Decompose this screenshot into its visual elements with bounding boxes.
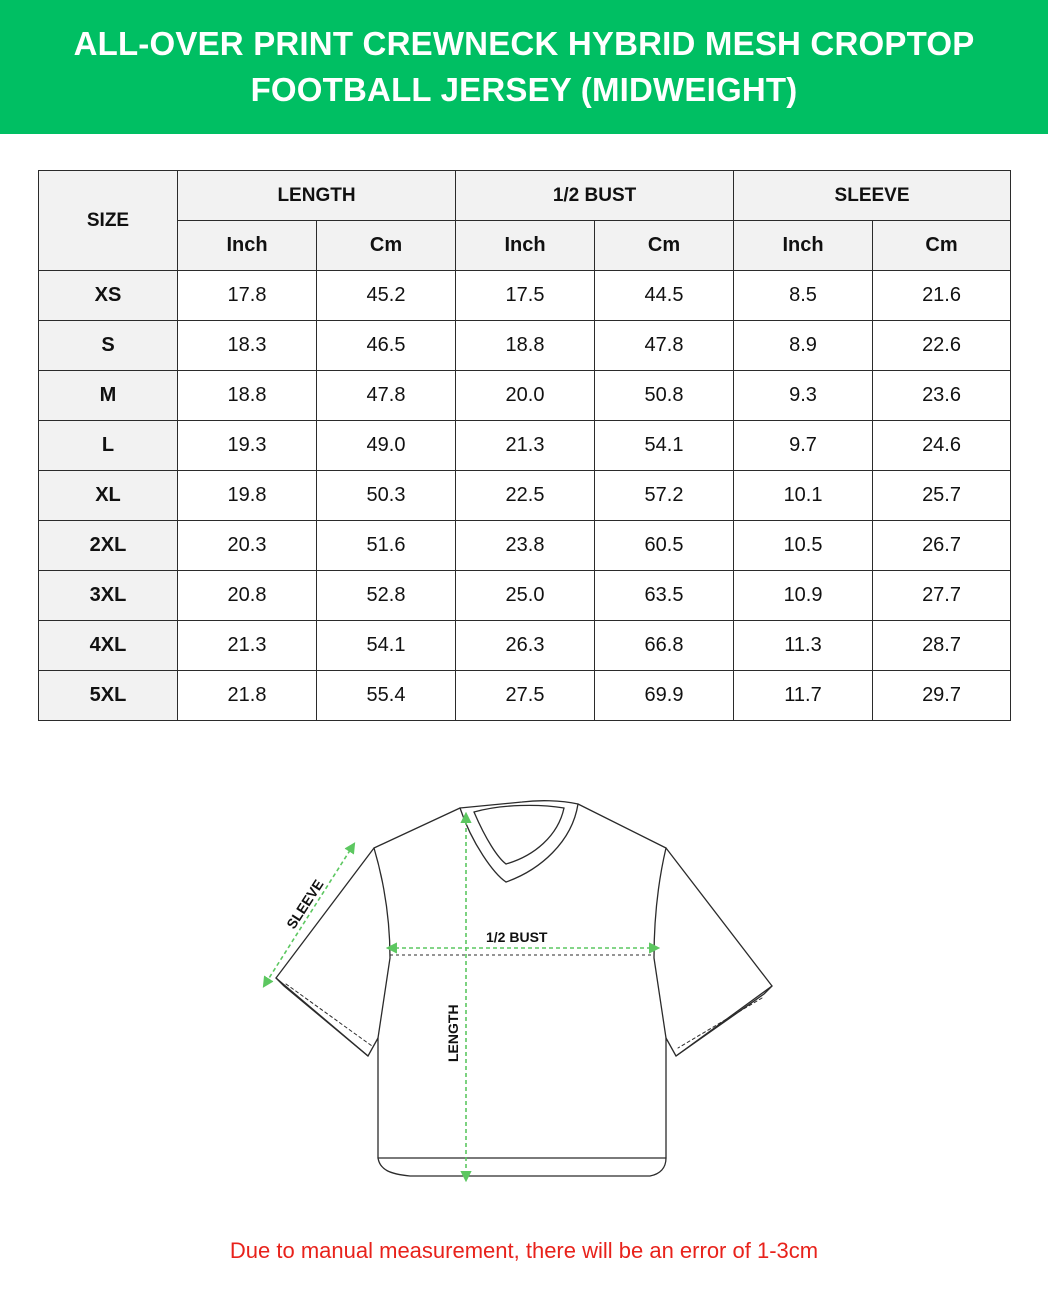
measurement-cell: 24.6 xyxy=(873,421,1011,471)
title-line-2: FOOTBALL JERSEY (MIDWEIGHT) xyxy=(250,71,798,108)
measurement-cell: 28.7 xyxy=(873,621,1011,671)
measurement-cell: 21.6 xyxy=(873,271,1011,321)
unit-header: Cm xyxy=(317,221,456,271)
measurement-cell: 54.1 xyxy=(317,621,456,671)
measurement-cell: 29.7 xyxy=(873,671,1011,721)
measurement-cell: 21.3 xyxy=(178,621,317,671)
size-cell: L xyxy=(39,421,178,471)
measurement-cell: 63.5 xyxy=(595,571,734,621)
measurement-cell: 23.6 xyxy=(873,371,1011,421)
measurement-cell: 23.8 xyxy=(456,521,595,571)
measurement-cell: 25.0 xyxy=(456,571,595,621)
table-row xyxy=(39,521,1011,571)
unit-header: Inch xyxy=(178,221,317,271)
size-cell: S xyxy=(39,321,178,371)
measurement-cell: 60.5 xyxy=(595,521,734,571)
measurement-cell: 66.8 xyxy=(595,621,734,671)
table-body xyxy=(39,271,1011,721)
measurement-cell: 27.5 xyxy=(456,671,595,721)
measurement-cell: 20.3 xyxy=(178,521,317,571)
measurement-cell: 49.0 xyxy=(317,421,456,471)
measurement-cell: 9.3 xyxy=(734,371,873,421)
table-row xyxy=(39,321,1011,371)
group-header-length: LENGTH xyxy=(178,171,456,221)
bust-label: 1/2 BUST xyxy=(486,929,548,945)
table-row xyxy=(39,621,1011,671)
jersey-outline xyxy=(240,790,800,1200)
measurement-cell: 47.8 xyxy=(317,371,456,421)
measurement-cell: 69.9 xyxy=(595,671,734,721)
table-row xyxy=(39,371,1011,421)
size-cell: XL xyxy=(39,471,178,521)
size-cell: 5XL xyxy=(39,671,178,721)
size-cell: 2XL xyxy=(39,521,178,571)
measurement-cell: 21.8 xyxy=(178,671,317,721)
measurement-cell: 50.3 xyxy=(317,471,456,521)
table-row xyxy=(39,571,1011,621)
size-cell: M xyxy=(39,371,178,421)
table-row xyxy=(39,421,1011,471)
measurement-cell: 25.7 xyxy=(873,471,1011,521)
measurement-cell: 10.1 xyxy=(734,471,873,521)
measurement-cell: 55.4 xyxy=(317,671,456,721)
group-header-bust: 1/2 BUST xyxy=(456,171,734,221)
measurement-cell: 18.3 xyxy=(178,321,317,371)
measurement-cell: 10.9 xyxy=(734,571,873,621)
measurement-cell: 21.3 xyxy=(456,421,595,471)
group-header-sleeve: SLEEVE xyxy=(734,171,1011,221)
measurement-cell: 47.8 xyxy=(595,321,734,371)
measurement-cell: 50.8 xyxy=(595,371,734,421)
measurement-cell: 20.0 xyxy=(456,371,595,421)
unit-header: Cm xyxy=(595,221,734,271)
unit-header: Cm xyxy=(873,221,1011,271)
unit-header: Inch xyxy=(734,221,873,271)
jersey-diagram xyxy=(240,790,800,1200)
measurement-cell: 52.8 xyxy=(317,571,456,621)
measurement-cell: 18.8 xyxy=(178,371,317,421)
measurement-cell: 27.7 xyxy=(873,571,1011,621)
measurement-cell: 26.7 xyxy=(873,521,1011,571)
length-label: LENGTH xyxy=(445,1004,461,1062)
unit-header: Inch xyxy=(456,221,595,271)
measurement-cell: 51.6 xyxy=(317,521,456,571)
title-banner xyxy=(0,0,1048,134)
measurement-footnote: Due to manual measurement, there will be an error of 1-3cm xyxy=(229,1238,819,1263)
measurement-cell: 9.7 xyxy=(734,421,873,471)
measurement-cell: 11.3 xyxy=(734,621,873,671)
measurement-cell: 19.3 xyxy=(178,421,317,471)
size-cell: XS xyxy=(39,271,178,321)
measurement-cell: 54.1 xyxy=(595,421,734,471)
measurement-cell: 10.5 xyxy=(734,521,873,571)
measurement-cell: 17.5 xyxy=(456,271,595,321)
measurement-cell: 20.8 xyxy=(178,571,317,621)
sleeve-label: SLEEVE xyxy=(283,876,327,932)
measurement-cell: 26.3 xyxy=(456,621,595,671)
measurement-cell: 57.2 xyxy=(595,471,734,521)
table-row xyxy=(39,671,1011,721)
measurement-cell: 8.9 xyxy=(734,321,873,371)
measurement-cell: 17.8 xyxy=(178,271,317,321)
size-cell: 3XL xyxy=(39,571,178,621)
measurement-cell: 11.7 xyxy=(734,671,873,721)
table-row xyxy=(39,471,1011,521)
measurement-cell: 19.8 xyxy=(178,471,317,521)
measurement-cell: 22.5 xyxy=(456,471,595,521)
title-line-1: ALL-OVER PRINT CREWNECK HYBRID MESH CROPTOP xyxy=(73,25,975,62)
size-header: SIZE xyxy=(39,171,178,271)
measurement-cell: 44.5 xyxy=(595,271,734,321)
measurement-cell: 22.6 xyxy=(873,321,1011,371)
size-cell: 4XL xyxy=(39,621,178,671)
measurement-cell: 45.2 xyxy=(317,271,456,321)
table-row xyxy=(39,271,1011,321)
measurement-cell: 8.5 xyxy=(734,271,873,321)
measurement-cell: 46.5 xyxy=(317,321,456,371)
measurement-cell: 18.8 xyxy=(456,321,595,371)
size-chart-table xyxy=(38,170,1011,721)
